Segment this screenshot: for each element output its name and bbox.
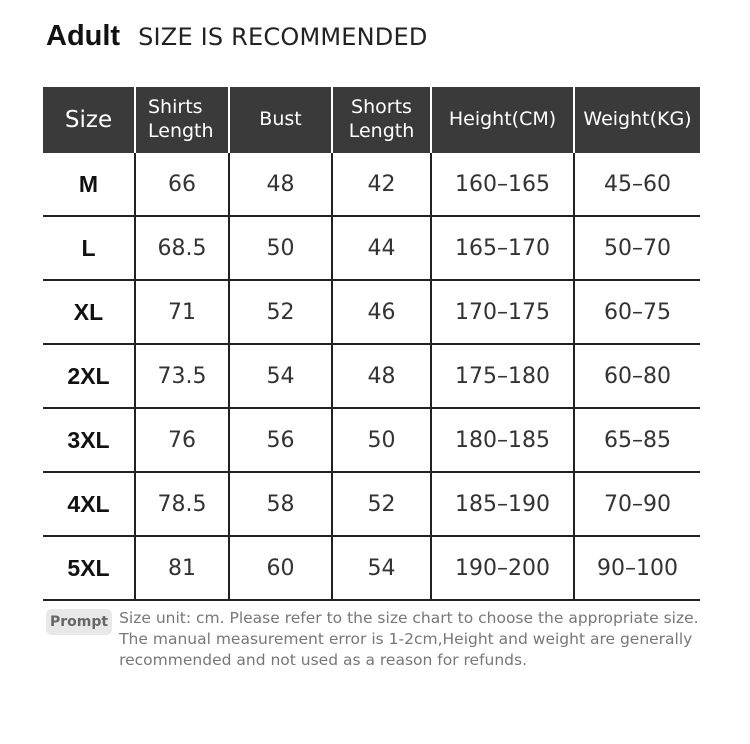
- page-heading: [46, 20, 428, 60]
- cell-shirts-length: 78.5: [135, 472, 229, 536]
- prompt-line: recommended and not used as a reason for refunds.: [119, 651, 528, 669]
- prompt-text: [119, 608, 709, 671]
- header-height: [431, 87, 574, 153]
- cell-shorts-length: 46: [332, 280, 431, 344]
- cell-shorts-length: 44: [332, 216, 431, 280]
- header-shirts-length-line2: Length: [148, 120, 214, 142]
- cell-bust: 52: [229, 280, 332, 344]
- cell-weight: 70–90: [574, 472, 700, 536]
- prompt-line: Size unit: cm. Please refer to the size chart to choose the appropriate size.: [119, 609, 699, 627]
- cell-bust: 50: [229, 216, 332, 280]
- header-shorts-length-line2: Length: [348, 120, 415, 142]
- header-height-label: Height(CM): [448, 108, 557, 131]
- cell-bust: 54: [229, 344, 332, 408]
- cell-size: XL: [43, 280, 135, 344]
- cell-shirts-length: 76: [135, 408, 229, 472]
- table-row: [43, 408, 700, 472]
- cell-height: 185–190: [431, 472, 574, 536]
- header-shirts-length-line1: Shirts: [148, 96, 203, 119]
- header-bust: [229, 87, 332, 153]
- cell-weight: 45–60: [574, 153, 700, 216]
- cell-height: 190–200: [431, 536, 574, 600]
- cell-shirts-length: 68.5: [135, 216, 229, 280]
- table-row: [43, 153, 700, 216]
- header-shorts-length-line1: Shorts: [351, 96, 412, 119]
- cell-shorts-length: 52: [332, 472, 431, 536]
- cell-size: 2XL: [43, 344, 135, 408]
- cell-bust: 58: [229, 472, 332, 536]
- cell-height: 170–175: [431, 280, 574, 344]
- header-shorts-length: [332, 87, 431, 153]
- cell-weight: 65–85: [574, 408, 700, 472]
- cell-shirts-length: 66: [135, 153, 229, 216]
- header-weight: [574, 87, 700, 153]
- cell-bust: 60: [229, 536, 332, 600]
- table-row: [43, 536, 700, 600]
- table-header-row: [43, 87, 700, 153]
- cell-weight: 90–100: [574, 536, 700, 600]
- cell-size: 3XL: [43, 408, 135, 472]
- cell-shorts-length: 42: [332, 153, 431, 216]
- table-row: [43, 344, 700, 408]
- header-size-label: Size: [64, 106, 113, 133]
- size-chart-table: [43, 87, 700, 601]
- header-bust-label: Bust: [259, 108, 302, 131]
- cell-height: 180–185: [431, 408, 574, 472]
- header-size: [43, 87, 135, 153]
- prompt-line: The manual measurement error is 1-2cm,Height and weight are generally: [119, 630, 693, 648]
- cell-height: 160–165: [431, 153, 574, 216]
- heading-subtitle: SIZE IS RECOMMENDED: [138, 23, 428, 51]
- cell-weight: 50–70: [574, 216, 700, 280]
- cell-shirts-length: 81: [135, 536, 229, 600]
- cell-size: M: [43, 153, 135, 216]
- header-weight-label: Weight(KG): [583, 108, 692, 131]
- table-row: [43, 216, 700, 280]
- cell-weight: 60–80: [574, 344, 700, 408]
- cell-shirts-length: 73.5: [135, 344, 229, 408]
- cell-shorts-length: 54: [332, 536, 431, 600]
- prompt-note: [46, 608, 709, 671]
- cell-shirts-length: 71: [135, 280, 229, 344]
- cell-shorts-length: 48: [332, 344, 431, 408]
- header-shirts-length: [135, 87, 229, 153]
- cell-bust: 48: [229, 153, 332, 216]
- table-row: [43, 280, 700, 344]
- cell-bust: 56: [229, 408, 332, 472]
- cell-size: 5XL: [43, 536, 135, 600]
- table-row: [43, 472, 700, 536]
- cell-weight: 60–75: [574, 280, 700, 344]
- prompt-badge: Prompt: [46, 609, 112, 635]
- cell-size: 4XL: [43, 472, 135, 536]
- cell-height: 175–180: [431, 344, 574, 408]
- heading-title: Adult: [46, 20, 121, 52]
- cell-size: L: [43, 216, 135, 280]
- cell-height: 165–170: [431, 216, 574, 280]
- cell-shorts-length: 50: [332, 408, 431, 472]
